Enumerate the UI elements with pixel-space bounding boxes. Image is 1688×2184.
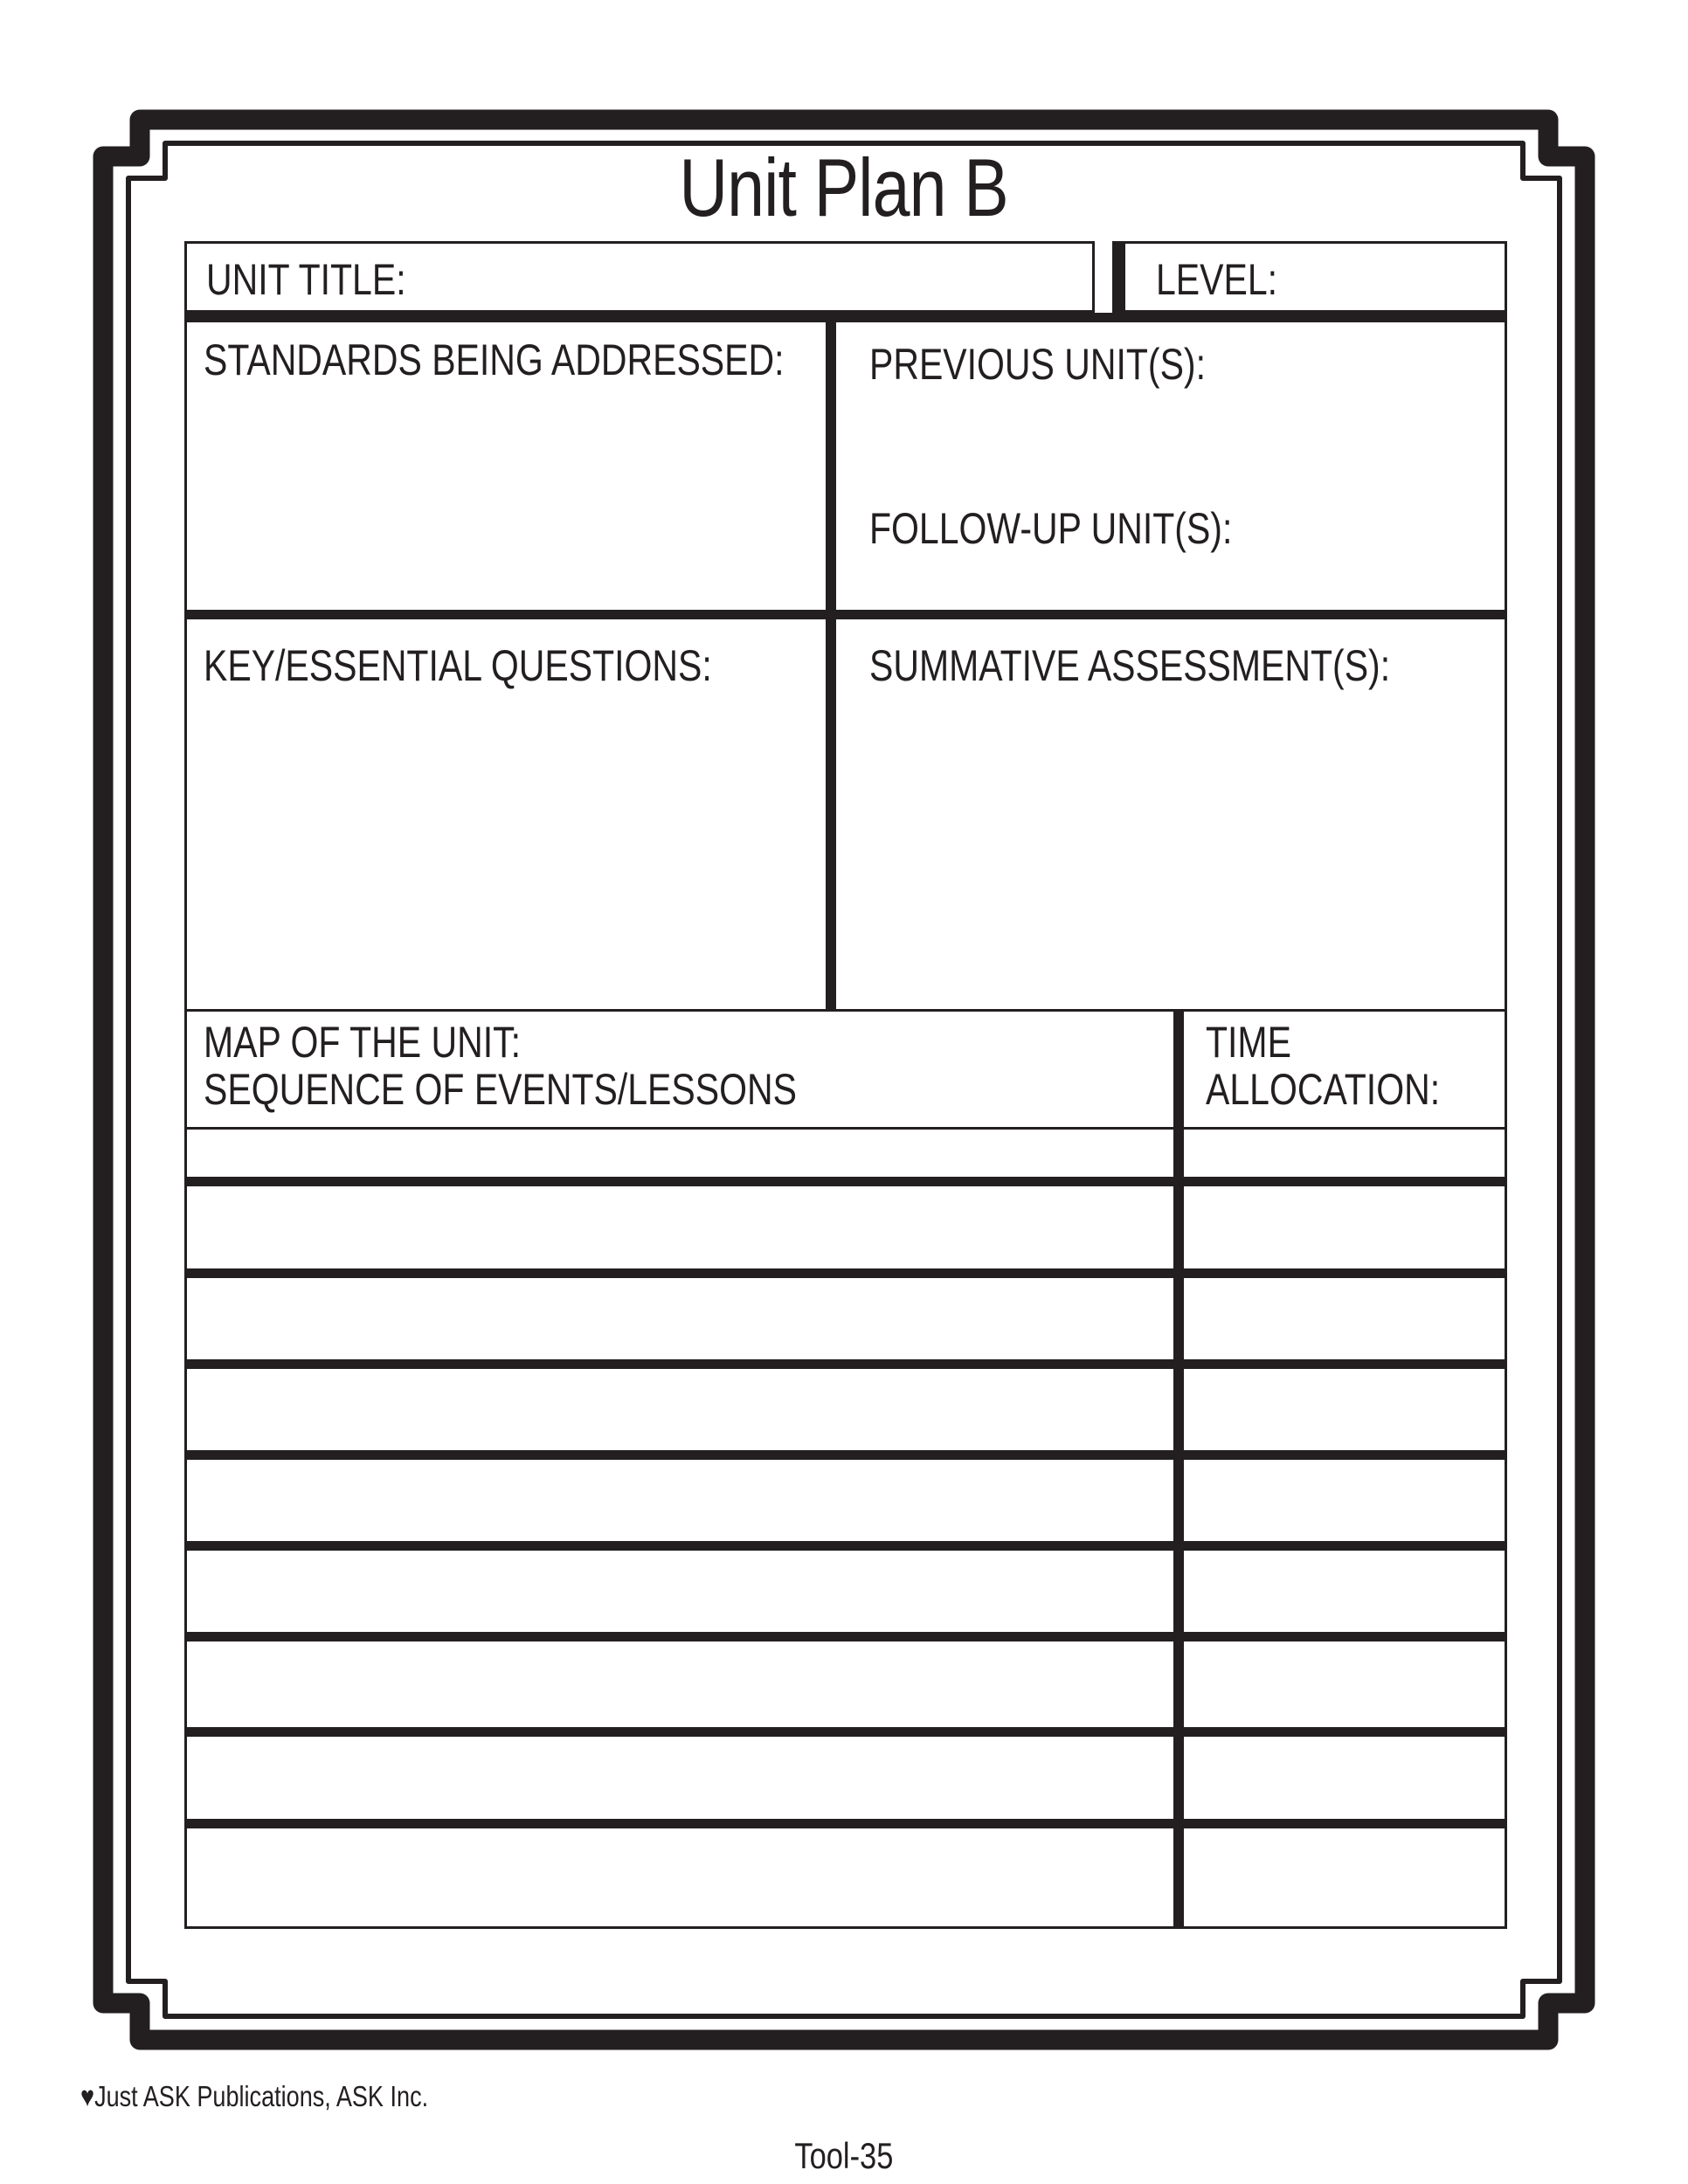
time-cell[interactable]: [1184, 1278, 1507, 1359]
row1-divider: [1112, 241, 1123, 322]
key-questions-label: KEY/ESSENTIAL QUESTIONS:: [204, 641, 712, 690]
lesson-cell[interactable]: [184, 1369, 1173, 1450]
level-box[interactable]: [1123, 241, 1507, 313]
map-row[interactable]: [184, 1828, 1507, 1929]
summative-label: SUMMATIVE ASSESSMENT(S):: [869, 641, 1391, 690]
previous-followup-cell[interactable]: [836, 322, 1505, 610]
summative-cell[interactable]: [836, 619, 1505, 1009]
previous-label: PREVIOUS UNIT(S):: [869, 340, 1206, 389]
lesson-cell[interactable]: [184, 1460, 1173, 1541]
map-row[interactable]: [184, 1460, 1507, 1551]
standards-cell[interactable]: [187, 322, 826, 610]
lesson-cell[interactable]: [184, 1278, 1173, 1359]
time-cell[interactable]: [1184, 1369, 1507, 1450]
followup-label: FOLLOW-UP UNIT(S):: [869, 504, 1233, 553]
level-label: LEVEL:: [1156, 255, 1278, 304]
map-row[interactable]: [184, 1186, 1507, 1278]
map-header-line2: SEQUENCE OF EVENTS/LESSONS: [204, 1065, 797, 1114]
time-header-cell: [1184, 1012, 1505, 1127]
map-header-cell: [187, 1012, 1171, 1127]
lesson-cell[interactable]: [184, 1130, 1173, 1177]
map-row[interactable]: [184, 1369, 1507, 1460]
unit-title-label: UNIT TITLE:: [206, 255, 406, 304]
map-row[interactable]: [184, 1737, 1507, 1828]
time-cell[interactable]: [1184, 1551, 1507, 1632]
page-title-text: Unit Plan B: [679, 142, 1009, 233]
map-row[interactable]: [184, 1278, 1507, 1369]
lesson-cell[interactable]: [184, 1828, 1173, 1929]
map-row[interactable]: [184, 1130, 1507, 1186]
row1-bottom-rule: [184, 313, 1507, 322]
page-title: [0, 142, 1688, 233]
footer-credit: ♥Just ASK Publications, ASK Inc.: [80, 2080, 429, 2112]
time-cell[interactable]: [1184, 1186, 1507, 1268]
standards-label: STANDARDS BEING ADDRESSED:: [204, 335, 785, 384]
time-cell[interactable]: [1184, 1641, 1507, 1727]
time-cell[interactable]: [1184, 1828, 1507, 1929]
time-header-line2: ALLOCATION:: [1206, 1065, 1441, 1114]
lesson-cell[interactable]: [184, 1641, 1173, 1727]
unit-title-box[interactable]: [184, 241, 1095, 313]
tool-number: Tool-35: [794, 2135, 894, 2176]
time-header-line1: TIME: [1206, 1018, 1291, 1067]
lesson-cell[interactable]: [184, 1737, 1173, 1819]
time-cell[interactable]: [1184, 1460, 1507, 1541]
map-row[interactable]: [184, 1551, 1507, 1641]
column-divider: [826, 322, 836, 1012]
lesson-cell[interactable]: [184, 1186, 1173, 1268]
key-questions-cell[interactable]: [187, 619, 826, 1009]
map-row[interactable]: [184, 1641, 1507, 1737]
row2-bottom-rule: [184, 610, 1507, 619]
time-cell[interactable]: [1184, 1737, 1507, 1819]
lesson-cell[interactable]: [184, 1551, 1173, 1632]
map-header-line1: MAP OF THE UNIT:: [204, 1018, 521, 1067]
time-cell[interactable]: [1184, 1130, 1507, 1177]
